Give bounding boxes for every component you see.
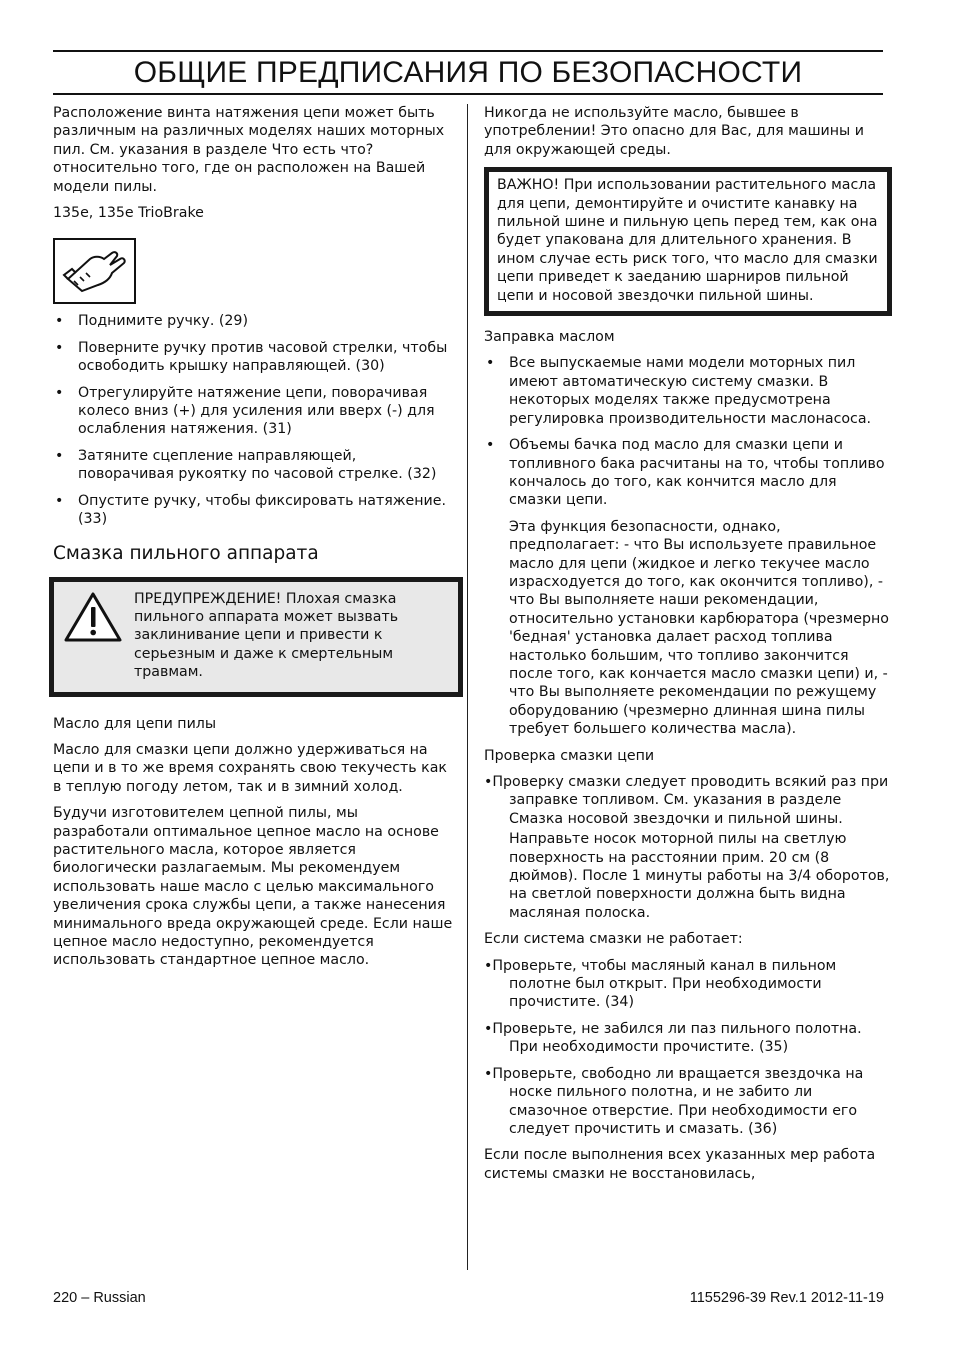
list-item: •Проверьте, свободно ли вращается звездочка на носке пильного полотна, и не забито ли смазочное отверстие. При необходимости его следует прочистить и смазать. (36): [484, 1065, 864, 1137]
list-item-continuation: Направьте носок моторной пилы на светлую поверхность на расстоянии прим. 20 см (8 дюймов). После 1 минуты работы на 3/4 оборотов, на светлой поверхности должна быть видна масляная полоска.: [509, 831, 890, 921]
closing-text: Если после выполнения всех указанных мер работа системы смазки не восстановилась,: [484, 1147, 876, 1182]
refuel-heading: Заправка маслом: [484, 329, 615, 346]
warning-box: [49, 577, 463, 697]
tension-screw-intro: Расположение винта натяжения цепи может быть различным на различных моделях наших моторных пил. См. указания в разделе Что есть что? относительно того, где он расположен на Вашей модели пилы.: [53, 105, 445, 195]
glove-icon: [53, 238, 136, 304]
list-item: • Опустите ручку, чтобы фиксировать натяжение. (33): [53, 492, 453, 529]
right-column: [484, 104, 892, 1191]
warning-triangle-icon: [62, 590, 124, 644]
list-item: [484, 773, 892, 922]
document-id: 1155296-39 Rev.1 2012-11-19: [689, 1290, 884, 1306]
oil-paragraph: Масло для смазки цепи должно удерживаться на цепи и в то же время сохранять свою текучесть как в теплую погоду летом, так и в зимний холод.: [53, 741, 447, 795]
list-item: • Все выпускаемые нами модели моторных пил имеют автоматическую систему смазки. В некоторых моделях также предусмотрена регулировка производительности маслонасоса.: [484, 354, 892, 428]
list-item-continuation: Эта функция безопасности, однако, предполагает: - что Вы используете правильное масло для цепи (жидкое и легко текучее масло израсходуется до того, как окончится топливо), - что Вы выполняете наши рекомендации, относительно установки карбюратора (чрезмерно 'бедная' установка далает расход топлива настолько большим, что топливо закончится после того, как кончается масло смазки цепи) и, - что Вы выполняете рекомендации по режущему оборудованию (чрезмерно длинная шина пилы требует большего количества масла).: [509, 518, 889, 738]
list-item: [484, 436, 892, 739]
warning-text: ПРЕДУПРЕЖДЕНИЕ! Плохая смазка пильного аппарата может вызвать заклинивание цепи и привести к серьезным и даже к смертельным травмам.: [134, 590, 399, 681]
list-item-text: •Проверку смазки следует проводить всякий раз при заправке топливом. См. указания в разделе Смазка носовой звездочки и пильной шины.: [484, 774, 889, 827]
tension-steps: [53, 312, 453, 528]
important-box: [484, 167, 892, 316]
oil-paragraph: Будучи изготовителем цепной пилы, мы разработали оптимальное цепное масло на основе растительного масла, которое является биологически разлагаемым. Мы рекомендуем использовать наше масло с целью максимального увеличения срока службы цепи, а также нанесения минимального вреда окружающей среде. Если наше цепное масло недоступно, рекомендуется использовать стандартное цепное масло.: [53, 805, 453, 969]
list-item: •Проверьте, не забился ли паз пильного полотна. При необходимости прочистите. (35): [484, 1020, 862, 1056]
list-item: • Затяните сцепление направляющей, поворачивая рукоятку по часовой стрелке. (32): [53, 447, 453, 484]
list-item: • Поднимите ручку. (29): [53, 312, 453, 330]
page-title: ОБЩИЕ ПРЕДПИСАНИЯ ПО БЕЗОПАСНОСТИ: [133, 56, 803, 89]
left-column: [53, 104, 453, 978]
check-list: [484, 773, 892, 922]
check-heading: Проверка смазки цепи: [484, 747, 655, 764]
used-oil-warning: Никогда не используйте масло, бывшее в употреблении! Это опасно для Вас, для машины и для окружающей среды.: [484, 105, 864, 158]
if-fail-text: Если система смазки не работает:: [484, 931, 743, 948]
section-heading: Смазка пильного аппарата: [53, 542, 319, 564]
oil-heading: Масло для цепи пилы: [53, 715, 217, 732]
model-label: 135e, 135e TrioBrake: [53, 205, 204, 222]
refuel-list: [484, 354, 892, 738]
list-item-text: Объемы бачка под масло для смазки цепи и топливного бака расчитаны на то, чтобы топливо кончалось до того, как кончится масло для смазки цепи.: [509, 437, 885, 509]
list-item: • Поверните ручку против часовой стрелки, чтобы освободить крышку направляющей. (30): [53, 339, 453, 376]
header-rule-bottom: [53, 93, 883, 95]
list-item: •Проверьте, чтобы масляный канал в пильном полотне был открыт. При необходимости прочистите. (34): [484, 957, 837, 1011]
list-item: • Отрегулируйте натяжение цепи, поворачивая колесо вниз (+) для усиления или вверх (-) для ослабления натяжения. (31): [53, 384, 453, 439]
fail-list: [484, 957, 892, 1139]
important-text: ВАЖНО! При использовании растительного масла для цепи, демонтируйте и очистите канавку на пильной шине и пильную цепь перед тем, как она будет упакована для длительного хранения. В ином случае есть риск того, что масло для смазки цепи приведет к заеданию шарниров пильной цепи и носовой звездочки пильной шины.: [497, 177, 878, 304]
page-number: 220 – Russian: [53, 1290, 146, 1306]
column-divider: [467, 104, 468, 1270]
